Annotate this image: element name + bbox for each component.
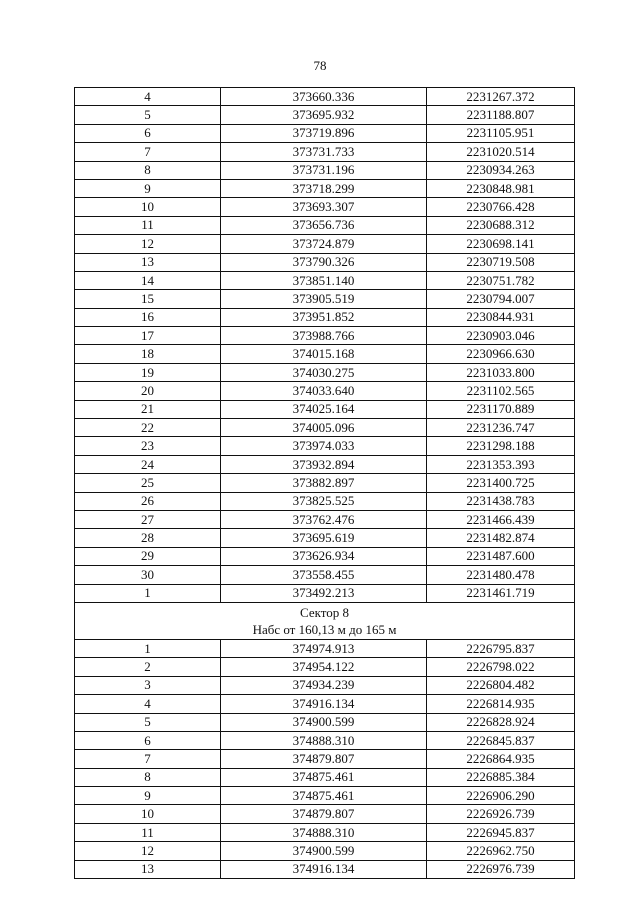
table-row xyxy=(75,327,575,345)
y-coordinate-cell: 2226945.837 xyxy=(427,823,575,841)
table-row xyxy=(75,529,575,547)
point-number-cell: 28 xyxy=(75,529,221,547)
y-coordinate-cell: 2226828.924 xyxy=(427,713,575,731)
point-number-cell: 6 xyxy=(75,124,221,142)
table-row xyxy=(75,161,575,179)
x-coordinate-cell: 374033.640 xyxy=(221,382,427,400)
table-row xyxy=(75,860,575,878)
sector-header xyxy=(75,602,575,639)
x-coordinate-cell: 373695.619 xyxy=(221,529,427,547)
x-coordinate-cell: 373974.033 xyxy=(221,437,427,455)
y-coordinate-cell: 2231102.565 xyxy=(427,382,575,400)
y-coordinate-cell: 2226798.022 xyxy=(427,658,575,676)
y-coordinate-cell: 2231236.747 xyxy=(427,419,575,437)
y-coordinate-cell: 2231466.439 xyxy=(427,510,575,528)
x-coordinate-cell: 373988.766 xyxy=(221,327,427,345)
y-coordinate-cell: 2230766.428 xyxy=(427,198,575,216)
table-row xyxy=(75,88,575,106)
point-number-cell: 7 xyxy=(75,750,221,768)
point-number-cell: 11 xyxy=(75,216,221,234)
y-coordinate-cell: 2230794.007 xyxy=(427,290,575,308)
table-row xyxy=(75,676,575,694)
table-row xyxy=(75,547,575,565)
point-number-cell: 5 xyxy=(75,106,221,124)
y-coordinate-cell: 2231105.951 xyxy=(427,124,575,142)
table-row xyxy=(75,566,575,584)
x-coordinate-cell: 374900.599 xyxy=(221,842,427,860)
x-coordinate-cell: 373951.852 xyxy=(221,308,427,326)
point-number-cell: 10 xyxy=(75,198,221,216)
point-number-cell: 19 xyxy=(75,363,221,381)
y-coordinate-cell: 2231033.800 xyxy=(427,363,575,381)
x-coordinate-cell: 373558.455 xyxy=(221,566,427,584)
coordinates-table-body xyxy=(75,88,575,879)
point-number-cell: 1 xyxy=(75,639,221,657)
y-coordinate-cell: 2231020.514 xyxy=(427,143,575,161)
point-number-cell: 21 xyxy=(75,400,221,418)
x-coordinate-cell: 374025.164 xyxy=(221,400,427,418)
y-coordinate-cell: 2226795.837 xyxy=(427,639,575,657)
x-coordinate-cell: 373790.326 xyxy=(221,253,427,271)
y-coordinate-cell: 2230966.630 xyxy=(427,345,575,363)
table-row xyxy=(75,731,575,749)
x-coordinate-cell: 374954.122 xyxy=(221,658,427,676)
table-row xyxy=(75,639,575,657)
sector-title: Сектор 8 xyxy=(299,604,349,620)
x-coordinate-cell: 374916.134 xyxy=(221,860,427,878)
table-row xyxy=(75,658,575,676)
point-number-cell: 2 xyxy=(75,658,221,676)
x-coordinate-cell: 374900.599 xyxy=(221,713,427,731)
x-coordinate-cell: 373731.733 xyxy=(221,143,427,161)
y-coordinate-cell: 2226976.739 xyxy=(427,860,575,878)
table-row xyxy=(75,713,575,731)
point-number-cell: 17 xyxy=(75,327,221,345)
x-coordinate-cell: 374875.461 xyxy=(221,787,427,805)
point-number-cell: 1 xyxy=(75,584,221,602)
y-coordinate-cell: 2230688.312 xyxy=(427,216,575,234)
point-number-cell: 23 xyxy=(75,437,221,455)
point-number-cell: 8 xyxy=(75,768,221,786)
x-coordinate-cell: 374879.807 xyxy=(221,805,427,823)
point-number-cell: 9 xyxy=(75,179,221,197)
y-coordinate-cell: 2226926.739 xyxy=(427,805,575,823)
point-number-cell: 29 xyxy=(75,547,221,565)
x-coordinate-cell: 374888.310 xyxy=(221,731,427,749)
x-coordinate-cell: 374934.239 xyxy=(221,676,427,694)
table-row xyxy=(75,400,575,418)
x-coordinate-cell: 373905.519 xyxy=(221,290,427,308)
coordinates-table xyxy=(74,87,575,879)
point-number-cell: 10 xyxy=(75,805,221,823)
y-coordinate-cell: 2230698.141 xyxy=(427,235,575,253)
x-coordinate-cell: 373693.307 xyxy=(221,198,427,216)
y-coordinate-cell: 2231400.725 xyxy=(427,474,575,492)
point-number-cell: 12 xyxy=(75,842,221,860)
y-coordinate-cell: 2230934.263 xyxy=(427,161,575,179)
point-number-cell: 13 xyxy=(75,860,221,878)
table-row xyxy=(75,290,575,308)
point-number-cell: 14 xyxy=(75,271,221,289)
x-coordinate-cell: 373656.736 xyxy=(221,216,427,234)
point-number-cell: 3 xyxy=(75,676,221,694)
table-row xyxy=(75,198,575,216)
x-coordinate-cell: 374005.096 xyxy=(221,419,427,437)
point-number-cell: 22 xyxy=(75,419,221,437)
y-coordinate-cell: 2226885.384 xyxy=(427,768,575,786)
y-coordinate-cell: 2230903.046 xyxy=(427,327,575,345)
x-coordinate-cell: 373626.934 xyxy=(221,547,427,565)
y-coordinate-cell: 2231480.478 xyxy=(427,566,575,584)
y-coordinate-cell: 2226804.482 xyxy=(427,676,575,694)
table-row xyxy=(75,823,575,841)
table-row xyxy=(75,474,575,492)
table-row xyxy=(75,345,575,363)
x-coordinate-cell: 374916.134 xyxy=(221,695,427,713)
y-coordinate-cell: 2231170.889 xyxy=(427,400,575,418)
point-number-cell: 30 xyxy=(75,566,221,584)
table-row xyxy=(75,455,575,473)
table-row xyxy=(75,842,575,860)
table-row xyxy=(75,510,575,528)
x-coordinate-cell: 373762.476 xyxy=(221,510,427,528)
table-row xyxy=(75,437,575,455)
point-number-cell: 9 xyxy=(75,787,221,805)
table-row xyxy=(75,805,575,823)
x-coordinate-cell: 373882.897 xyxy=(221,474,427,492)
point-number-cell: 12 xyxy=(75,235,221,253)
x-coordinate-cell: 374888.310 xyxy=(221,823,427,841)
table-row xyxy=(75,216,575,234)
y-coordinate-cell: 2231353.393 xyxy=(427,455,575,473)
table-row xyxy=(75,768,575,786)
x-coordinate-cell: 374030.275 xyxy=(221,363,427,381)
y-coordinate-cell: 2226864.935 xyxy=(427,750,575,768)
x-coordinate-cell: 373492.213 xyxy=(221,584,427,602)
point-number-cell: 24 xyxy=(75,455,221,473)
point-number-cell: 11 xyxy=(75,823,221,841)
point-number-cell: 25 xyxy=(75,474,221,492)
y-coordinate-cell: 2231188.807 xyxy=(427,106,575,124)
point-number-cell: 15 xyxy=(75,290,221,308)
y-coordinate-cell: 2226845.837 xyxy=(427,731,575,749)
x-coordinate-cell: 374015.168 xyxy=(221,345,427,363)
y-coordinate-cell: 2226906.290 xyxy=(427,787,575,805)
x-coordinate-cell: 373851.140 xyxy=(221,271,427,289)
point-number-cell: 26 xyxy=(75,492,221,510)
table-row xyxy=(75,235,575,253)
point-number-cell: 13 xyxy=(75,253,221,271)
y-coordinate-cell: 2230844.931 xyxy=(427,308,575,326)
x-coordinate-cell: 374879.807 xyxy=(221,750,427,768)
sector-subtitle: Набс от 160,13 м до 165 м xyxy=(252,621,397,637)
y-coordinate-cell: 2231298.188 xyxy=(427,437,575,455)
table-row xyxy=(75,750,575,768)
y-coordinate-cell: 2226962.750 xyxy=(427,842,575,860)
table-row xyxy=(75,419,575,437)
table-row xyxy=(75,253,575,271)
y-coordinate-cell: 2231461.719 xyxy=(427,584,575,602)
point-number-cell: 27 xyxy=(75,510,221,528)
x-coordinate-cell: 373660.336 xyxy=(221,88,427,106)
table-row xyxy=(75,179,575,197)
point-number-cell: 8 xyxy=(75,161,221,179)
x-coordinate-cell: 374974.913 xyxy=(221,639,427,657)
point-number-cell: 4 xyxy=(75,695,221,713)
table-row xyxy=(75,492,575,510)
x-coordinate-cell: 373932.894 xyxy=(221,455,427,473)
sector-header-row xyxy=(75,602,575,639)
table-row xyxy=(75,695,575,713)
table-row xyxy=(75,143,575,161)
y-coordinate-cell: 2231438.783 xyxy=(427,492,575,510)
x-coordinate-cell: 373718.299 xyxy=(221,179,427,197)
point-number-cell: 20 xyxy=(75,382,221,400)
x-coordinate-cell: 374875.461 xyxy=(221,768,427,786)
point-number-cell: 18 xyxy=(75,345,221,363)
table-row xyxy=(75,382,575,400)
x-coordinate-cell: 373724.879 xyxy=(221,235,427,253)
table-row xyxy=(75,584,575,602)
y-coordinate-cell: 2226814.935 xyxy=(427,695,575,713)
point-number-cell: 5 xyxy=(75,713,221,731)
y-coordinate-cell: 2230848.981 xyxy=(427,179,575,197)
page-number: 78 xyxy=(313,58,327,73)
table-row xyxy=(75,106,575,124)
table-row xyxy=(75,787,575,805)
x-coordinate-cell: 373731.196 xyxy=(221,161,427,179)
point-number-cell: 16 xyxy=(75,308,221,326)
point-number-cell: 4 xyxy=(75,88,221,106)
y-coordinate-cell: 2231267.372 xyxy=(427,88,575,106)
table-row xyxy=(75,308,575,326)
table-row xyxy=(75,124,575,142)
x-coordinate-cell: 373825.525 xyxy=(221,492,427,510)
y-coordinate-cell: 2230751.782 xyxy=(427,271,575,289)
point-number-cell: 6 xyxy=(75,731,221,749)
y-coordinate-cell: 2231482.874 xyxy=(427,529,575,547)
table-row xyxy=(75,363,575,381)
table-row xyxy=(75,271,575,289)
y-coordinate-cell: 2230719.508 xyxy=(427,253,575,271)
x-coordinate-cell: 373695.932 xyxy=(221,106,427,124)
x-coordinate-cell: 373719.896 xyxy=(221,124,427,142)
y-coordinate-cell: 2231487.600 xyxy=(427,547,575,565)
point-number-cell: 7 xyxy=(75,143,221,161)
